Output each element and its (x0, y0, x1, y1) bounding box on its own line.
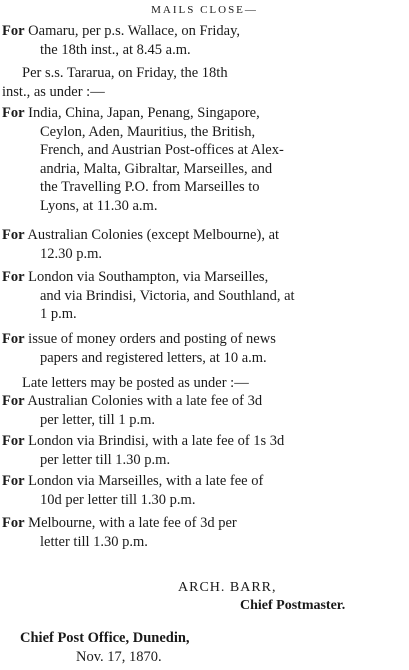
entry-line: London via Southampton, via Marseilles, (28, 269, 269, 285)
entry-line: the 18th inst., at 8.45 a.m. (40, 41, 191, 58)
entry-australian-colonies (2, 226, 402, 263)
entry-money-orders (2, 330, 402, 367)
entry-lead: For (2, 227, 25, 243)
entry-line: per letter, till 1 p.m. (40, 411, 155, 428)
entry-line: 12.30 p.m. (40, 245, 103, 262)
entry-line: Australian Colonies with a late fee of 3d (27, 393, 263, 409)
entry-line: Melbourne, with a late fee of 3d per (28, 515, 237, 531)
entry-lead: For (2, 23, 25, 39)
entry-line: London via Brindisi, with a late fee of 1s 3d (28, 433, 285, 449)
entry-line: inst., as under :— (2, 83, 105, 100)
footer-office: Chief Post Office, Dunedin, (20, 630, 190, 646)
signature-title: Chief Postmaster. (240, 598, 346, 613)
entry-late-letters (2, 374, 402, 393)
entry-london (2, 268, 402, 324)
entry-line: London via Marseilles, with a late fee of (28, 473, 264, 489)
entry-line: papers and registered letters, at 10 a.m. (40, 349, 267, 366)
entry-late-brindisi (2, 432, 402, 469)
entry-line: Ceylon, Aden, Mauritius, the British, (40, 123, 256, 140)
entry-line: andria, Malta, Gibraltar, Marseilles, and (40, 160, 273, 177)
notice-heading: MAILS CLOSE— (151, 4, 258, 16)
entry-line: 1 p.m. (40, 306, 77, 322)
footer-date: Nov. 17, 1870. (76, 649, 162, 665)
entry-lead: For (2, 269, 25, 285)
entry-line: Per s.s. Tararua, on Friday, the 18th (22, 65, 228, 81)
entry-line: the Travelling P.O. from Marseilles to (40, 179, 260, 195)
signature-name: ARCH. BARR, (178, 580, 277, 595)
entry-lead: For (2, 473, 25, 489)
entry-lead: For (2, 105, 25, 121)
entry-line: India, China, Japan, Penang, Singapore, (28, 105, 260, 121)
entry-line: French, and Austrian Post-offices at Alex- (40, 142, 284, 158)
entry-late-marseilles (2, 472, 402, 509)
entry-india (2, 104, 402, 215)
entry-line: 10d per letter till 1.30 p.m. (40, 491, 196, 508)
entry-line: and via Brindisi, Victoria, and Southland, at (40, 287, 295, 304)
entry-line: letter till 1.30 p.m. (40, 533, 148, 550)
entry-lead: For (2, 393, 25, 409)
entry-line: Lyons, at 11.30 a.m. (40, 197, 158, 214)
entry-lead: For (2, 515, 25, 531)
entry-tararua (2, 64, 402, 101)
entry-line: Oamaru, per p.s. Wallace, on Friday, (28, 23, 241, 39)
entry-line: per letter till 1.30 p.m. (40, 451, 171, 468)
entry-lead: For (2, 331, 25, 347)
entry-late-australian (2, 392, 402, 429)
entry-lead: For (2, 433, 25, 449)
entry-line: issue of money orders and posting of news (28, 331, 276, 347)
entry-oamaru (2, 22, 402, 59)
entry-late-melbourne (2, 514, 402, 551)
entry-line: Late letters may be posted as under :— (22, 375, 249, 391)
entry-line: Australian Colonies (except Melbourne), at (27, 227, 280, 243)
